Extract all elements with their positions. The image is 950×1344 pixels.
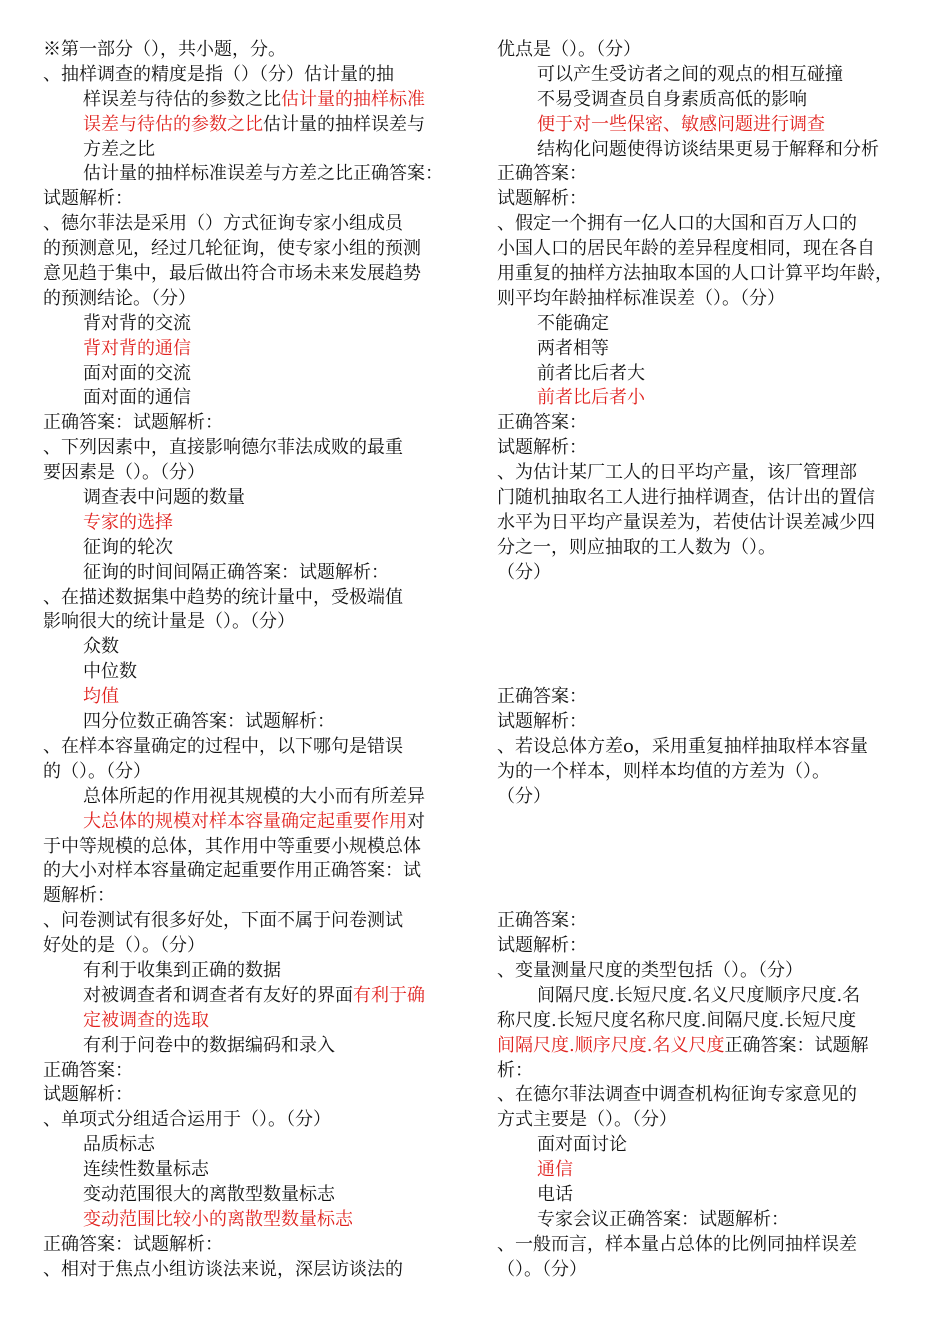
answer-highlight: 误差与待估的参数之比	[83, 113, 263, 135]
text-run: 变动范围很大的离散型数量标志	[83, 1183, 335, 1205]
text-run: 面对面的交流	[83, 362, 191, 384]
text-line	[43, 436, 455, 461]
text-run: 调查表中问题的数量	[83, 487, 245, 509]
text-run: 、单项式分组适合运用于（）。（分）	[43, 1109, 331, 1131]
text-line	[43, 63, 455, 88]
text-run: （分）	[497, 785, 551, 807]
text-line	[497, 934, 909, 959]
text-line	[43, 835, 455, 860]
text-line	[43, 884, 455, 909]
text-line	[43, 1059, 455, 1084]
text-run: 有利于问卷中的数据编码和录入	[83, 1034, 335, 1056]
text-line	[43, 760, 455, 785]
text-line	[43, 1034, 455, 1059]
text-line	[497, 735, 909, 760]
text-run: 前者比后者大	[537, 362, 645, 384]
text-line	[497, 362, 909, 387]
text-line	[497, 1009, 909, 1034]
text-run: 正确答案：	[497, 910, 587, 932]
text-line	[497, 187, 909, 212]
text-run: 、下列因素中，直接影响德尔菲法成败的最重	[43, 437, 403, 459]
text-run: 正确答案：试题解	[724, 1034, 869, 1056]
text-line	[497, 511, 909, 536]
text-line	[43, 1009, 455, 1034]
text-line	[497, 411, 909, 436]
text-line	[497, 785, 909, 810]
text-line	[43, 635, 455, 660]
text-line	[43, 735, 455, 760]
text-line	[43, 536, 455, 561]
text-run: 、若设总体方差o，采用重复抽样抽取样本容量	[497, 735, 868, 757]
text-line	[497, 262, 909, 287]
text-line	[43, 1133, 455, 1158]
text-line	[43, 212, 455, 237]
text-run: 试题解析：	[43, 1084, 133, 1106]
text-line	[43, 785, 455, 810]
text-run: 则平均年龄抽样标准误差（）。（分）	[497, 287, 785, 309]
text-run: 为的一个样本，则样本均值的方差为（）。	[497, 760, 830, 782]
text-run: 估计量的抽样标准误差与方差之比正确答案：	[83, 163, 443, 185]
blank-line	[497, 884, 909, 909]
text-run: 面对面的通信	[83, 387, 191, 409]
text-line	[43, 138, 455, 163]
text-run: 试题解析：	[497, 711, 587, 733]
text-line	[497, 760, 909, 785]
left-column	[43, 38, 455, 1283]
text-run: 正确答案：	[43, 1059, 133, 1081]
text-line	[497, 337, 909, 362]
text-run: 、德尔菲法是采用（）方式征询专家小组成员	[43, 213, 403, 235]
text-line	[497, 1133, 909, 1158]
answer-highlight: 均值	[83, 686, 119, 708]
text-run: 正确答案：试题解析：	[43, 412, 223, 434]
text-run: 连续性数量标志	[83, 1159, 209, 1181]
text-run: 的预测意见，经过几轮征询，使专家小组的预测	[43, 238, 421, 260]
text-run: 正确答案：	[497, 163, 587, 185]
text-line	[497, 1258, 909, 1283]
text-line	[497, 1059, 909, 1084]
text-line	[43, 984, 455, 1009]
text-run: 正确答案：试题解析：	[43, 1233, 223, 1255]
text-run: 众数	[83, 636, 119, 658]
text-line	[497, 486, 909, 511]
text-line	[43, 959, 455, 984]
text-line	[43, 610, 455, 635]
text-line	[43, 586, 455, 611]
text-line	[43, 1183, 455, 1208]
text-run: 小国人口的居民年龄的差异程度相同，现在各自	[497, 238, 875, 260]
text-run: 有利于收集到正确的数据	[83, 959, 281, 981]
text-line	[497, 312, 909, 337]
text-line	[497, 287, 909, 312]
blank-line	[497, 835, 909, 860]
text-line	[497, 984, 909, 1009]
text-run: 正确答案：	[497, 412, 587, 434]
text-run: 、相对于焦点小组访谈法来说，深层访谈法的	[43, 1258, 403, 1280]
text-line	[43, 511, 455, 536]
text-line	[497, 63, 909, 88]
text-line	[497, 88, 909, 113]
text-line	[497, 162, 909, 187]
text-line	[43, 561, 455, 586]
text-run: 优点是（）。（分）	[497, 39, 641, 60]
text-line	[43, 1258, 455, 1283]
blank-line	[497, 586, 909, 611]
text-line	[43, 262, 455, 287]
text-line	[43, 386, 455, 411]
text-run: 中位数	[83, 661, 137, 683]
text-line	[497, 1108, 909, 1133]
text-line	[497, 1158, 909, 1183]
text-run: 背对背的交流	[83, 312, 191, 334]
text-line	[43, 411, 455, 436]
text-run: 意见趋于集中，最后做出符合市场未来发展趋势	[43, 263, 421, 285]
text-line	[43, 312, 455, 337]
text-run: 要因素是（）。（分）	[43, 462, 205, 484]
text-line	[497, 909, 909, 934]
text-run: 试题解析：	[43, 188, 133, 210]
answer-highlight: 背对背的通信	[83, 337, 191, 359]
text-run: 征询的轮次	[83, 536, 173, 558]
text-run: 不能确定	[537, 312, 609, 334]
answer-highlight: 间隔尺度.顺序尺度.名义尺度	[497, 1034, 725, 1056]
text-line	[43, 287, 455, 312]
text-run: 总体所起的作用视其规模的大小而有所差异	[83, 785, 425, 807]
text-run: 、假定一个拥有一亿人口的大国和百万人口的	[497, 213, 857, 235]
text-run: （分）	[497, 561, 551, 583]
text-run: 面对面讨论	[537, 1134, 627, 1156]
text-run: 对被调查者和调查者有友好的界面	[83, 984, 353, 1006]
text-run: 好处的是（）。（分）	[43, 935, 205, 957]
text-run: 门随机抽取名工人进行抽样调查，估计出的置信	[497, 487, 875, 509]
right-column	[497, 38, 909, 1283]
blank-line	[497, 810, 909, 835]
text-line	[43, 909, 455, 934]
text-line	[497, 113, 909, 138]
blank-line	[497, 859, 909, 884]
text-line	[497, 1034, 909, 1059]
text-line	[497, 1208, 909, 1233]
answer-highlight: 专家的选择	[83, 511, 173, 533]
text-run: 方差之比	[83, 138, 155, 160]
text-run: 、问卷测试有很多好处，下面不属于问卷测试	[43, 910, 403, 932]
text-run: 的大小对样本容量确定起重要作用正确答案：试	[43, 860, 421, 882]
text-line	[43, 337, 455, 362]
text-line	[43, 1083, 455, 1108]
text-run: （）。（分）	[497, 1258, 587, 1280]
text-run: 两者相等	[537, 337, 609, 359]
text-line	[497, 1083, 909, 1108]
text-run: 方式主要是（）。（分）	[497, 1109, 677, 1131]
text-line	[497, 212, 909, 237]
text-line	[497, 436, 909, 461]
text-run: 品质标志	[83, 1134, 155, 1156]
text-run: 、抽样调查的精度是指（）（分）估计量的抽	[43, 63, 394, 85]
text-run: 试题解析：	[497, 437, 587, 459]
text-line	[497, 561, 909, 586]
answer-highlight: 估计量的抽样标准	[281, 88, 425, 110]
text-run: 专家会议正确答案：试题解析：	[537, 1208, 789, 1230]
text-line	[497, 38, 909, 63]
answer-highlight: 前者比后者小	[537, 387, 645, 409]
text-line	[43, 934, 455, 959]
answer-highlight: 有利于确	[353, 984, 425, 1006]
text-line	[43, 486, 455, 511]
text-line	[43, 1208, 455, 1233]
text-line	[497, 461, 909, 486]
text-run: 对	[407, 810, 425, 832]
text-line	[43, 162, 455, 187]
text-line	[497, 237, 909, 262]
text-run: 、为估计某厂工人的日平均产量，该厂管理部	[497, 462, 857, 484]
text-line	[43, 660, 455, 685]
text-line	[497, 138, 909, 163]
text-line	[43, 362, 455, 387]
text-run: 题解析：	[43, 885, 115, 907]
text-run: 称尺度.长短尺度名称尺度.间隔尺度.长短尺度	[497, 1009, 857, 1031]
text-run: 试题解析：	[497, 935, 587, 957]
text-run: 估计量的抽样误差与	[263, 113, 425, 135]
text-line	[497, 536, 909, 561]
text-line	[43, 1158, 455, 1183]
text-run: 样误差与待估的参数之比	[83, 88, 281, 110]
text-run: 的（）。（分）	[43, 760, 151, 782]
text-line	[43, 237, 455, 262]
text-line	[43, 859, 455, 884]
text-run: 于中等规模的总体，其作用中等重要小规模总体	[43, 835, 421, 857]
text-run: ※第一部分（），共小题，分。	[43, 39, 286, 60]
answer-highlight: 定被调查的选取	[83, 1009, 209, 1031]
answer-highlight: 大总体的规模对样本容量确定起重要作用	[83, 810, 407, 832]
text-line	[43, 461, 455, 486]
answer-highlight: 变动范围比较小的离散型数量标志	[83, 1208, 353, 1230]
text-line	[43, 38, 455, 63]
text-line	[497, 685, 909, 710]
answer-highlight: 通信	[537, 1159, 573, 1181]
text-run: 、变量测量尺度的类型包括（）。（分）	[497, 959, 803, 981]
text-line	[43, 113, 455, 138]
text-run: 试题解析：	[497, 188, 587, 210]
text-run: 水平为日平均产量误差为，若使估计误差减少四	[497, 511, 875, 533]
text-line	[497, 710, 909, 735]
blank-line	[497, 635, 909, 660]
text-run: 正确答案：	[497, 686, 587, 708]
text-run: 析：	[497, 1059, 533, 1081]
answer-highlight: 便于对一些保密、敏感问题进行调查	[537, 113, 825, 135]
text-run: 间隔尺度.长短尺度.名义尺度顺序尺度.名	[537, 984, 861, 1006]
text-run: 影响很大的统计量是（）。（分）	[43, 611, 295, 633]
text-line	[497, 959, 909, 984]
text-line	[497, 1183, 909, 1208]
text-run: 分之一，则应抽取的工人数为（）。	[497, 536, 776, 558]
text-line	[497, 1233, 909, 1258]
text-line	[43, 810, 455, 835]
text-run: 电话	[537, 1183, 573, 1205]
text-run: 不易受调查员自身素质高低的影响	[537, 88, 807, 110]
text-run: 、在样本容量确定的过程中，以下哪句是错误	[43, 735, 403, 757]
blank-line	[497, 660, 909, 685]
text-run: 征询的时间间隔正确答案：试题解析：	[83, 561, 389, 583]
text-run: 可以产生受访者之间的观点的相互碰撞	[537, 63, 843, 85]
text-line	[43, 88, 455, 113]
text-line	[43, 685, 455, 710]
text-line	[43, 1108, 455, 1133]
blank-line	[497, 610, 909, 635]
text-run: 用重复的抽样方法抽取本国的人口计算平均年龄，	[497, 263, 893, 285]
text-run: 的预测结论。（分）	[43, 287, 196, 309]
text-line	[497, 386, 909, 411]
text-run: 、在德尔菲法调查中调查机构征询专家意见的	[497, 1084, 857, 1106]
text-run: 四分位数正确答案：试题解析：	[83, 711, 335, 733]
text-line	[43, 710, 455, 735]
text-run: 、一般而言，样本量占总体的比例同抽样误差	[497, 1233, 857, 1255]
text-run: 、在描述数据集中趋势的统计量中，受极端值	[43, 586, 403, 608]
text-line	[43, 187, 455, 212]
text-run: 结构化问题使得访谈结果更易于解释和分析	[537, 138, 879, 160]
text-line	[43, 1233, 455, 1258]
